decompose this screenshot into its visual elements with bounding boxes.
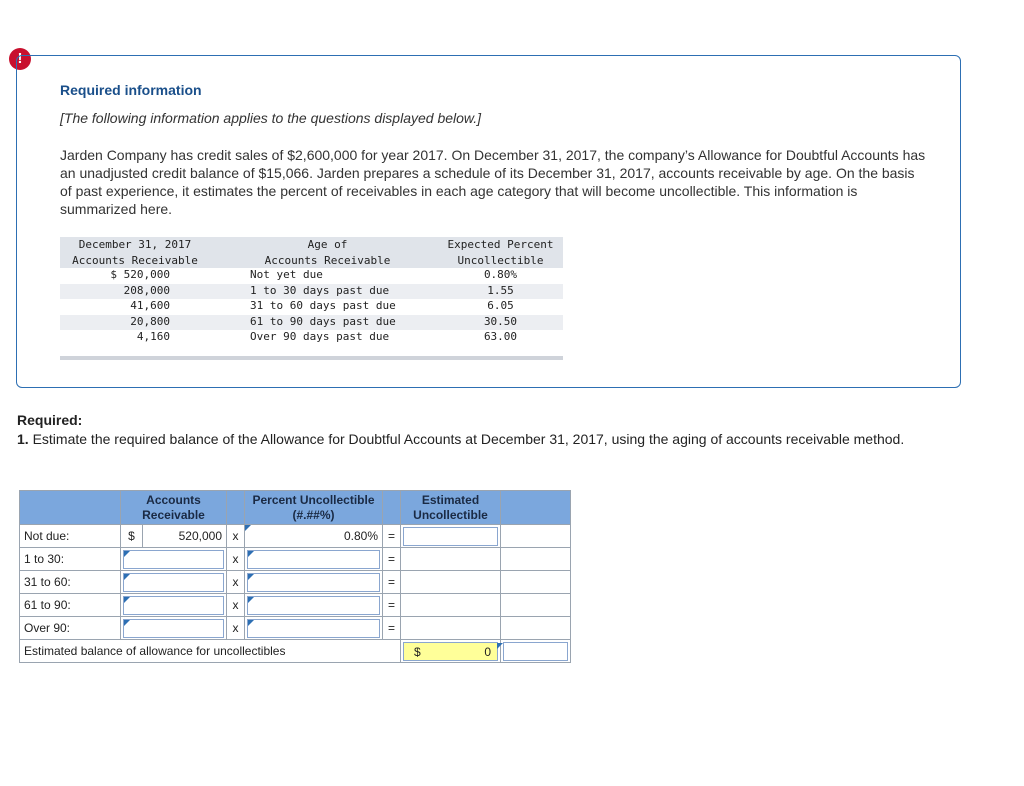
blank-cell: [501, 548, 571, 571]
row-label: 1 to 30:: [20, 548, 121, 571]
question-text: Estimate the required balance of the Allowance for Doubtful Accounts at December 31, 2017, using the aging of accounts receivable method.: [28, 431, 905, 447]
header-blank: [20, 491, 121, 525]
times-sign: x: [227, 548, 245, 571]
schedule-row: [60, 284, 563, 300]
pct-cell: [245, 617, 383, 640]
schedule-col1-head: December 31, 2017: [78, 238, 192, 251]
input-marker-icon: [248, 620, 254, 626]
estimated-cell[interactable]: [401, 571, 501, 594]
ar-input-61-90[interactable]: [123, 596, 224, 615]
ar-cell: [121, 617, 227, 640]
ar-input-over-90[interactable]: [123, 619, 224, 638]
total-dollar: $: [414, 644, 421, 659]
answer-grid-header: [20, 491, 571, 525]
estimated-cell: [401, 525, 501, 548]
equals-sign: =: [383, 548, 401, 571]
schedule-amount: $ 520,000: [110, 268, 170, 281]
input-marker-icon: [248, 597, 254, 603]
pct-input-over-90[interactable]: [247, 619, 380, 638]
schedule-col3-head: Uncollectible: [457, 253, 544, 267]
header-blank: [227, 491, 245, 525]
estimated-cell[interactable]: [401, 617, 501, 640]
header-accounts-receivable: Accounts Receivable: [121, 491, 227, 525]
schedule-pct: 63.00: [483, 330, 518, 343]
schedule-row: [60, 330, 563, 346]
input-marker-icon: [124, 620, 130, 626]
total-extra-cell: [501, 640, 571, 663]
row-label: 31 to 60:: [20, 571, 121, 594]
header-blank: [383, 491, 401, 525]
pct-cell: [245, 548, 383, 571]
times-sign: x: [227, 617, 245, 640]
aging-schedule-table: [60, 237, 563, 360]
schedule-col3-head: Expected Percent: [447, 238, 554, 251]
header-estimated-uncollectible: Estimated Uncollectible: [401, 491, 501, 525]
schedule-age: Over 90 days past due: [250, 330, 390, 343]
input-marker-icon: [124, 551, 130, 557]
schedule-age: 31 to 60 days past due: [250, 299, 396, 312]
header-percent-uncollectible: Percent Uncollectible (#.##%): [245, 491, 383, 525]
table-row: [20, 617, 571, 640]
ar-cell: [121, 548, 227, 571]
total-extra-input[interactable]: [503, 642, 568, 661]
input-marker-icon: [248, 551, 254, 557]
input-marker-icon: [124, 597, 130, 603]
blank-cell: [501, 525, 571, 548]
equals-sign: =: [383, 617, 401, 640]
ar-cell: [121, 571, 227, 594]
equals-sign: =: [383, 594, 401, 617]
schedule-amount: 41,600: [130, 299, 170, 312]
pct-text: 0.80%: [343, 529, 378, 543]
blank-cell: [501, 617, 571, 640]
times-sign: x: [227, 525, 245, 548]
pct-input-1-30[interactable]: [247, 550, 380, 569]
required-question: [17, 430, 1007, 448]
blank-cell: [501, 594, 571, 617]
ar-input-1-30[interactable]: [123, 550, 224, 569]
row-label: Not due:: [20, 525, 121, 548]
question-number: 1.: [17, 431, 29, 447]
estimated-cell[interactable]: [401, 548, 501, 571]
row-label: Over 90:: [20, 617, 121, 640]
pct-cell: [245, 594, 383, 617]
pct-cell: [245, 571, 383, 594]
input-marker-icon: [248, 574, 254, 580]
table-row: [20, 571, 571, 594]
total-cell: [401, 640, 501, 663]
schedule-amount: 20,800: [130, 314, 170, 328]
required-title: Required:: [17, 412, 83, 428]
total-estimated-output: [403, 642, 498, 661]
schedule-col2-head: Age of: [307, 238, 348, 251]
table-row: [20, 548, 571, 571]
pct-input-31-60[interactable]: [247, 573, 380, 592]
input-marker-icon: [245, 525, 251, 531]
equals-sign: =: [383, 525, 401, 548]
schedule-amount: 4,160: [136, 330, 170, 343]
table-row: [20, 525, 571, 548]
schedule-age: 61 to 90 days past due: [250, 314, 396, 328]
schedule-pct: 30.50: [483, 314, 518, 328]
input-marker-icon: [124, 574, 130, 580]
pct-value: [245, 525, 383, 548]
pct-input-61-90[interactable]: [247, 596, 380, 615]
alert-icon: !: [9, 48, 31, 70]
schedule-row: [60, 315, 563, 331]
total-value: 0: [484, 644, 491, 659]
schedule-bottom-rule: [60, 356, 563, 360]
blank-cell: [501, 571, 571, 594]
times-sign: x: [227, 594, 245, 617]
schedule-pct: 6.05: [487, 299, 514, 312]
schedule-pct: 0.80%: [483, 268, 518, 281]
schedule-age: Not yet due: [250, 268, 323, 281]
estimated-cell[interactable]: [401, 594, 501, 617]
times-sign: x: [227, 571, 245, 594]
row-label: 61 to 90:: [20, 594, 121, 617]
schedule-header: [60, 237, 563, 268]
info-paragraph: Jarden Company has credit sales of $2,600,000 for year 2017. On December 31, 2017, the company’s Allowance for Doubtful Accounts has an unadjusted credit balance of $15,066. Jarden prepares a schedule of its December 31, 2017, accounts receivable by age. On the basis of past experience, it estimates the percent of receivables in each age category that will become uncollectible. This information is summarized here.: [60, 147, 926, 217]
answer-grid: [19, 490, 571, 663]
header-blank: [501, 491, 571, 525]
schedule-col2-head: Accounts Receivable: [264, 253, 391, 267]
schedule-row: [60, 268, 563, 284]
dollar-sign: $: [121, 525, 143, 548]
ar-value: 520,000: [143, 525, 227, 548]
table-row: [20, 594, 571, 617]
estimated-input-not-due[interactable]: [403, 527, 498, 546]
schedule-amount: 208,000: [123, 283, 170, 297]
schedule-row: [60, 299, 563, 315]
info-note: [The following information applies to the questions displayed below.]: [60, 110, 482, 126]
total-row: [20, 640, 571, 663]
info-title: Required information: [60, 82, 202, 98]
total-label: Estimated balance of allowance for uncollectibles: [20, 640, 401, 663]
equals-sign: =: [383, 571, 401, 594]
schedule-col1-head: Accounts Receivable: [72, 253, 198, 267]
schedule-age: 1 to 30 days past due: [250, 283, 390, 297]
schedule-pct: 1.55: [487, 283, 514, 297]
ar-input-31-60[interactable]: [123, 573, 224, 592]
ar-cell: [121, 594, 227, 617]
